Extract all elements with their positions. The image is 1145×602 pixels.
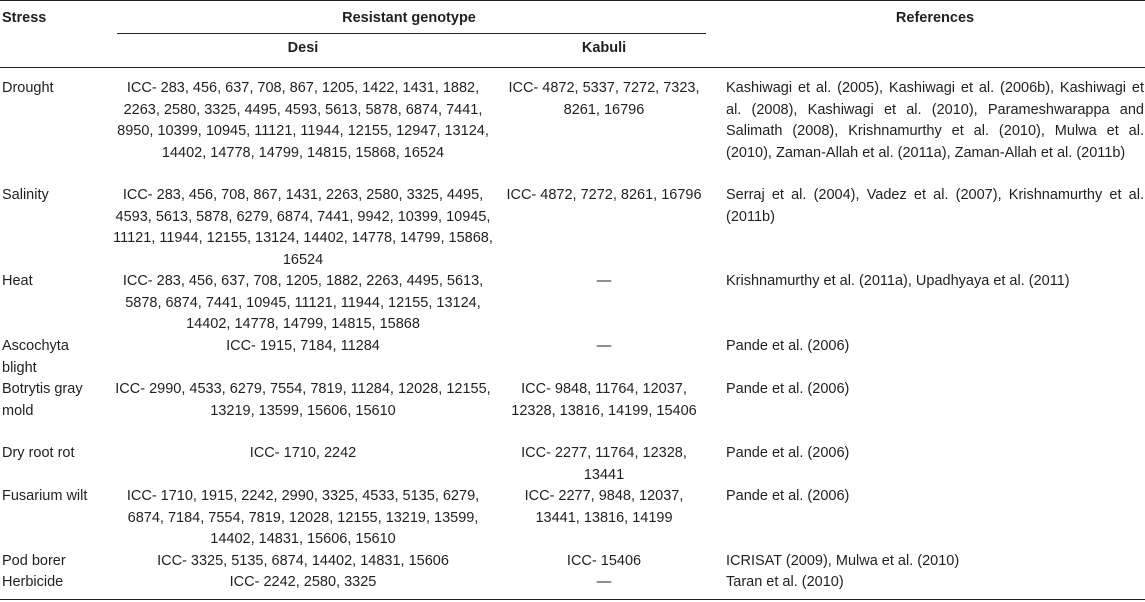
row-heat-references: Krishnamurthy et al. (2011a), Upadhyaya et al. (2011) [726, 273, 1070, 289]
row-salinity-references: Serraj et al. (2004), Vadez et al. (2007), Krishnamurthy et al. (2011b) [726, 187, 1144, 225]
row-drought-desi: ICC- 283, 456, 637, 708, 867, 1205, 1422, 1431, 1882, 2263, 2580, 3325, 4495, 4593, 5613, 5878, 6874, 7441, 8950, 10399, 10945, 11121, 11944, 12155, 12947, 13124, 14402, 14778, 14799, 14815, 15868, 16524 [117, 80, 489, 161]
row-herbicide-desi: ICC- 2242, 2580, 3325 [229, 574, 377, 590]
row-ascochyta-stress: Ascochyta blight [2, 338, 69, 376]
row-ascochyta-kabuli: — [596, 338, 612, 354]
row-salinity-desi: ICC- 283, 456, 708, 867, 1431, 2263, 2580, 3325, 4495, 4593, 5613, 5878, 6279, 6874, 7441, 9942, 10399, 10945, 11121, 11944, 12155, 13124, 14402, 14778, 14799, 15868, 16524 [113, 187, 493, 268]
row-herbicide-kabuli: — [596, 574, 612, 590]
row-botrytis-stress: Botrytis gray mold [2, 381, 83, 419]
spanner-rule [117, 33, 706, 34]
header-references: References [895, 10, 975, 26]
row-drought-stress: Drought [2, 80, 54, 96]
row-salinity-kabuli: ICC- 4872, 7272, 8261, 16796 [506, 187, 702, 203]
header-bottom-rule [0, 67, 1145, 68]
row-drought-references: Kashiwagi et al. (2005), Kashiwagi et al. (2006b), Kashiwagi et al. (2008), Kashiwagi et al. (2010), Parameshwarappa and Salimath (2008), Krishnamurthy et al. (2010), Mulwa et al. (2010), Zaman-Allah et al. (2011a), Zaman-Allah et al. (2011b) [726, 80, 1144, 161]
header-desi: Desi [287, 40, 319, 56]
row-drought-kabuli: ICC- 4872, 5337, 7272, 7323, 8261, 16796 [508, 80, 700, 118]
table-bottom-rule [0, 599, 1145, 600]
row-fusarium-references: Pande et al. (2006) [726, 488, 850, 504]
row-herbicide-stress: Herbicide [2, 574, 64, 590]
row-botrytis-kabuli: ICC- 9848, 11764, 12037, 12328, 13816, 14199, 15406 [511, 381, 697, 419]
table-top-rule [0, 0, 1145, 1]
row-ascochyta-desi: ICC- 1915, 7184, 11284 [226, 338, 380, 354]
row-botrytis-references: Pande et al. (2006) [726, 381, 850, 397]
row-pod-borer-stress: Pod borer [2, 553, 66, 569]
row-dry-root-rot-references: Pande et al. (2006) [726, 445, 850, 461]
header-stress: Stress [2, 10, 47, 26]
row-salinity-stress: Salinity [2, 187, 49, 203]
row-herbicide-references: Taran et al. (2010) [726, 574, 844, 590]
row-fusarium-stress: Fusarium wilt [2, 488, 88, 504]
row-dry-root-rot-stress: Dry root rot [2, 445, 75, 461]
row-botrytis-desi: ICC- 2990, 4533, 6279, 7554, 7819, 11284, 12028, 12155, 13219, 13599, 15606, 15610 [115, 381, 491, 419]
row-dry-root-rot-desi: ICC- 1710, 2242 [249, 445, 357, 461]
row-fusarium-desi: ICC- 1710, 1915, 2242, 2990, 3325, 4533, 5135, 6279, 6874, 7184, 7554, 7819, 12028, 12155, 13219, 13599, 14402, 14831, 15606, 15610 [126, 488, 480, 547]
row-ascochyta-references: Pande et al. (2006) [726, 338, 850, 354]
header-kabuli: Kabuli [581, 40, 627, 56]
row-fusarium-kabuli: ICC- 2277, 9848, 12037, 13441, 13816, 14199 [524, 488, 684, 526]
row-pod-borer-desi: ICC- 3325, 5135, 6874, 14402, 14831, 15606 [157, 553, 449, 569]
row-dry-root-rot-kabuli: ICC- 2277, 11764, 12328, 13441 [521, 445, 687, 483]
row-heat-kabuli: — [596, 273, 612, 289]
row-pod-borer-references: ICRISAT (2009), Mulwa et al. (2010) [726, 553, 960, 569]
row-heat-desi: ICC- 283, 456, 637, 708, 1205, 1882, 2263, 4495, 5613, 5878, 6874, 7441, 10945, 11121, 11944, 12155, 13124, 14402, 14778, 14799, 14815, 15868 [122, 273, 484, 332]
row-heat-stress: Heat [2, 273, 33, 289]
header-resistant-genotype: Resistant genotype [342, 10, 476, 26]
row-pod-borer-kabuli: ICC- 15406 [566, 553, 642, 569]
